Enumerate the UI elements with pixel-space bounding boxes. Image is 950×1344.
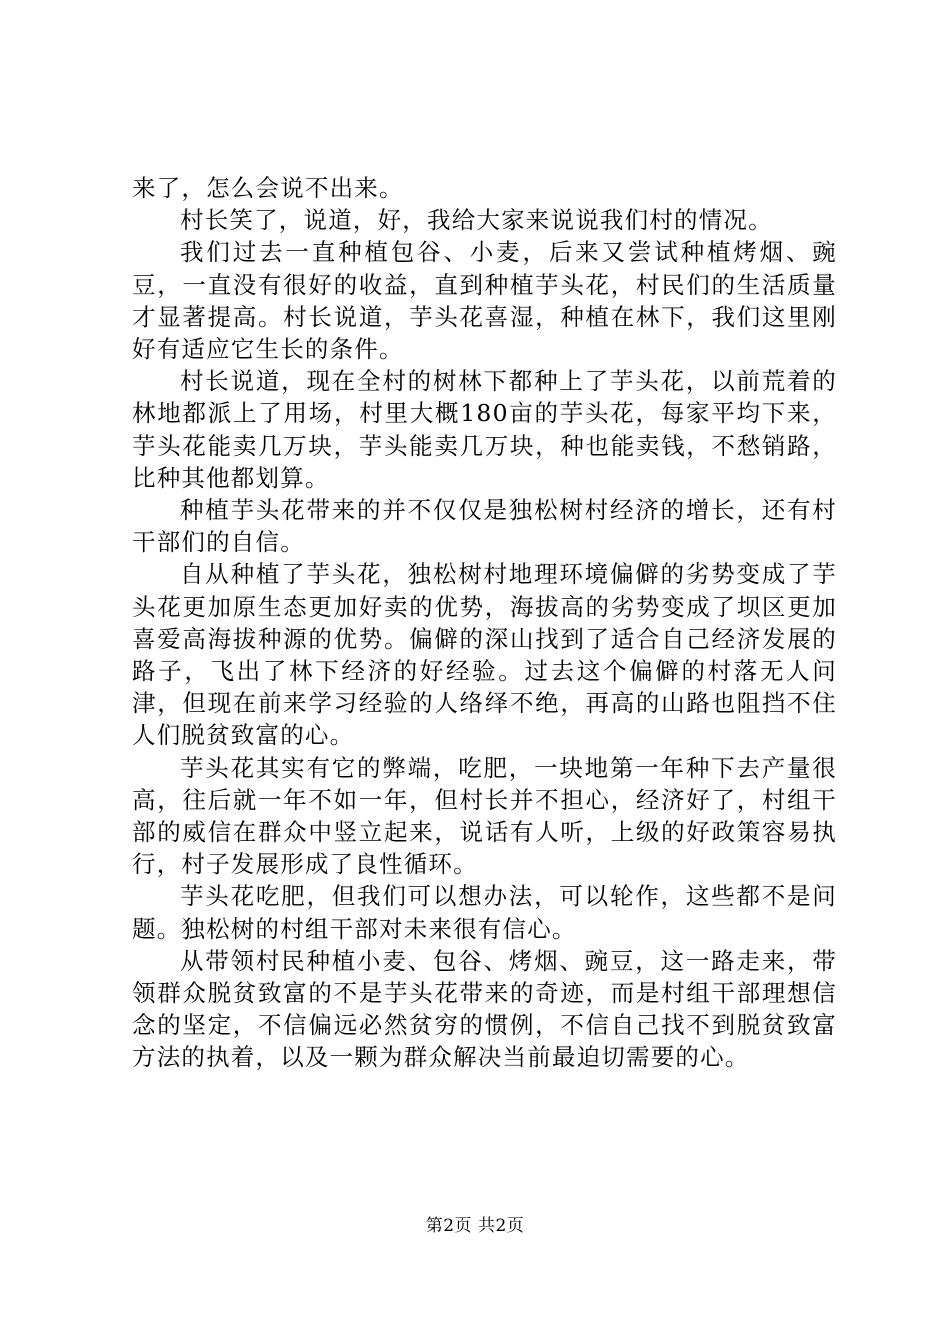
paragraph-8: 芋头花吃肥，但我们可以想办法，可以轮作，这些都不是问题。独松树的村组干部对未来很有信心。 [132, 882, 837, 943]
paragraph-6: 自从种植了芋头花，独松树村地理环境偏僻的劣势变成了芋头花更加原生态更加好卖的优势，海拔高的劣势变成了坝区更加喜爱高海拔种源的优势。偏僻的深山找到了适合自己经济发展的路子，飞出了林下经济的好经验。过去这个偏僻的村落无人问津，但现在前来学习经验的人络绎不绝，再高的山路也阻挡不住人们脱贫致富的心。 [132, 560, 837, 750]
paragraph-5: 种植芋头花带来的并不仅仅是独松树村经济的增长，还有村干部们的自信。 [132, 496, 837, 557]
paragraph-2: 村长笑了，说道，好，我给大家来说说我们村的情况。 [180, 206, 773, 235]
document-body [132, 172, 837, 1074]
paragraph-9: 从带领村民种植小麦、包谷、烤烟、豌豆，这一路走来，带领群众脱贫致富的不是芋头花带来的奇迹，而是村组干部理想信念的坚定，不信偏远必然贫穷的惯例，不信自己找不到脱贫致富方法的执着，以及一颗为群众解决当前最迫切需要的心。 [132, 946, 837, 1072]
paragraph-3: 我们过去一直种植包谷、小麦，后来又尝试种植烤烟、豌豆，一直没有很好的收益，直到种植芋头花，村民们的生活质量才显著提高。村长说道，芋头花喜湿，种植在林下，我们这里刚好有适应它生长的条件。 [132, 238, 837, 364]
paragraph-1: 来了，怎么会说不出来。 [132, 174, 404, 202]
paragraph-4: 村长说道，现在全村的树林下都种上了芋头花，以前荒着的林地都派上了用场，村里大概180亩的芋头花，每家平均下来，芋头花能卖几万块，芋头能卖几万块，种也能卖钱，不愁销路，比种其他都划算。 [132, 367, 837, 492]
page-footer: 第2页 共2页 [425, 1216, 525, 1236]
paragraph-7: 芋头花其实有它的弊端，吃肥，一块地第一年种下去产量很高，往后就一年不如一年，但村长并不担心，经济好了，村组干部的威信在群众中竖立起来，说话有人听，上级的好政策容易执行，村子发展形成了良性循环。 [132, 753, 837, 879]
